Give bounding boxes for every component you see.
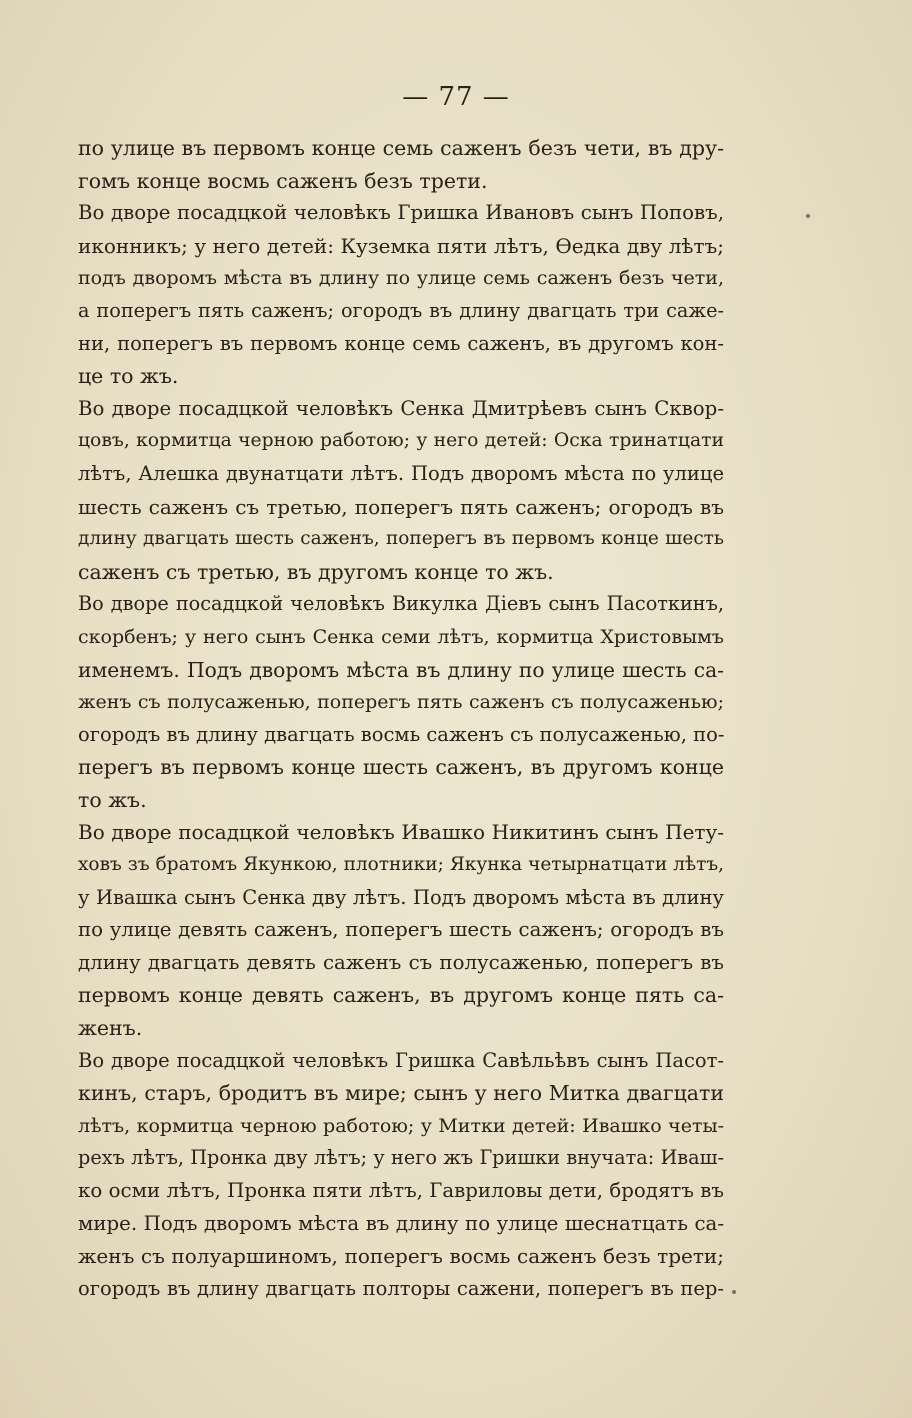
text-line: именемъ. Подъ дворомъ мѣста въ длину по улице шесть са- [78, 657, 724, 682]
text-line: ховъ зъ братомъ Якункою, плотники; Якунка четырнатцати лѣтъ, [78, 854, 724, 876]
page-number: — 77 — [402, 82, 510, 112]
text-line: подъ дворомъ мѣста въ длину по улице семь саженъ безъ чети, [78, 267, 724, 290]
body-text [78, 132, 724, 1305]
text-line: рехъ лѣтъ, Пронка дву лѣтъ; у него жъ Гришки внучата: Иваш- [78, 1146, 724, 1170]
text-line: иконникъ; у него детей: Куземка пяти лѣтъ, Ѳедка дву лѣтъ; [78, 233, 724, 258]
text-line: гомъ конце восмь саженъ безъ трети. [78, 168, 488, 193]
text-line: це то жъ. [78, 364, 179, 389]
text-line: по улице въ первомъ конце семь саженъ безъ чети, въ дру- [78, 136, 724, 160]
text-line: лѣтъ, Алешка двунатцати лѣтъ. Подъ дворомъ мѣста по улице [78, 461, 724, 485]
text-line: женъ съ полусаженью, поперегъ пять саженъ съ полусаженью; [78, 691, 724, 714]
text-line: длину двагцать шесть саженъ, поперегъ въ первомъ конце шесть [78, 528, 724, 550]
text-line: а поперегъ пять саженъ; огородъ въ длину двагцать три саже- [78, 298, 724, 322]
paper-speck [732, 1290, 736, 1294]
text-line: по улице девять саженъ, поперегъ шесть саженъ; огородъ въ [78, 918, 724, 942]
text-line: кинъ, старъ, бродитъ въ мире; сынъ у него Митка двагцати [78, 1081, 724, 1106]
text-line: скорбенъ; у него сынъ Сенка семи лѣтъ, кормитца Христовымъ [78, 625, 724, 648]
text-line: мире. Подъ дворомъ мѣста въ длину по улице шеснатцать са- [78, 1211, 724, 1235]
paper-speck [806, 214, 810, 218]
text-line: Во дворе посадцкой человѣкъ Сенка Дмитрѣевъ сынъ Сквор- [78, 396, 724, 420]
text-line: Во дворе посадцкой человѣкъ Гришка Савѣльѣвъ сынъ Пасот- [78, 1048, 724, 1072]
text-line: лѣтъ, кормитца черною работою; у Митки детей: Ивашко четы- [78, 1114, 724, 1137]
text-line: Во дворе посадцкой человѣкъ Ивашко Никитинъ сынъ Пету- [78, 820, 724, 845]
text-line: Во дворе посадцкой человѣкъ Викулка Діевъ сынъ Пасоткинъ, [78, 592, 724, 616]
text-line: перегъ въ первомъ конце шесть саженъ, въ другомъ конце [78, 755, 724, 780]
text-line: цовъ, кормитца черною работою; у него детей: Оска тринатцати [78, 430, 724, 452]
text-line: саженъ съ третью, въ другомъ конце то жъ. [78, 559, 554, 584]
text-line: ни, поперегъ въ первомъ конце семь саженъ, въ другомъ кон- [78, 331, 724, 355]
text-line: огородъ въ длину двагцать полторы сажени, поперегъ въ пер- [78, 1276, 724, 1300]
text-line: первомъ конце девять саженъ, въ другомъ конце пять са- [78, 983, 724, 1008]
text-line: шесть саженъ съ третью, поперегъ пять саженъ; огородъ въ [78, 494, 724, 519]
text-line: женъ. [78, 1016, 143, 1041]
text-line: у Ивашка сынъ Сенка дву лѣтъ. Подъ дворомъ мѣста въ длину [78, 885, 724, 909]
text-line: Во дворе посадцкой человѣкъ Гришка Ивановъ сынъ Поповъ, [78, 201, 724, 225]
text-line: огородъ въ длину двагцать восмь саженъ съ полусаженью, по- [78, 722, 725, 746]
text-line: ко осми лѣтъ, Пронка пяти лѣтъ, Гавриловы дети, бродятъ въ [78, 1179, 724, 1202]
text-line: длину двагцать девять саженъ съ полусаженью, поперегъ въ [78, 950, 724, 974]
text-line: то жъ. [78, 787, 147, 812]
text-line: женъ съ полуаршиномъ, поперегъ восмь саженъ безъ трети; [78, 1244, 724, 1269]
